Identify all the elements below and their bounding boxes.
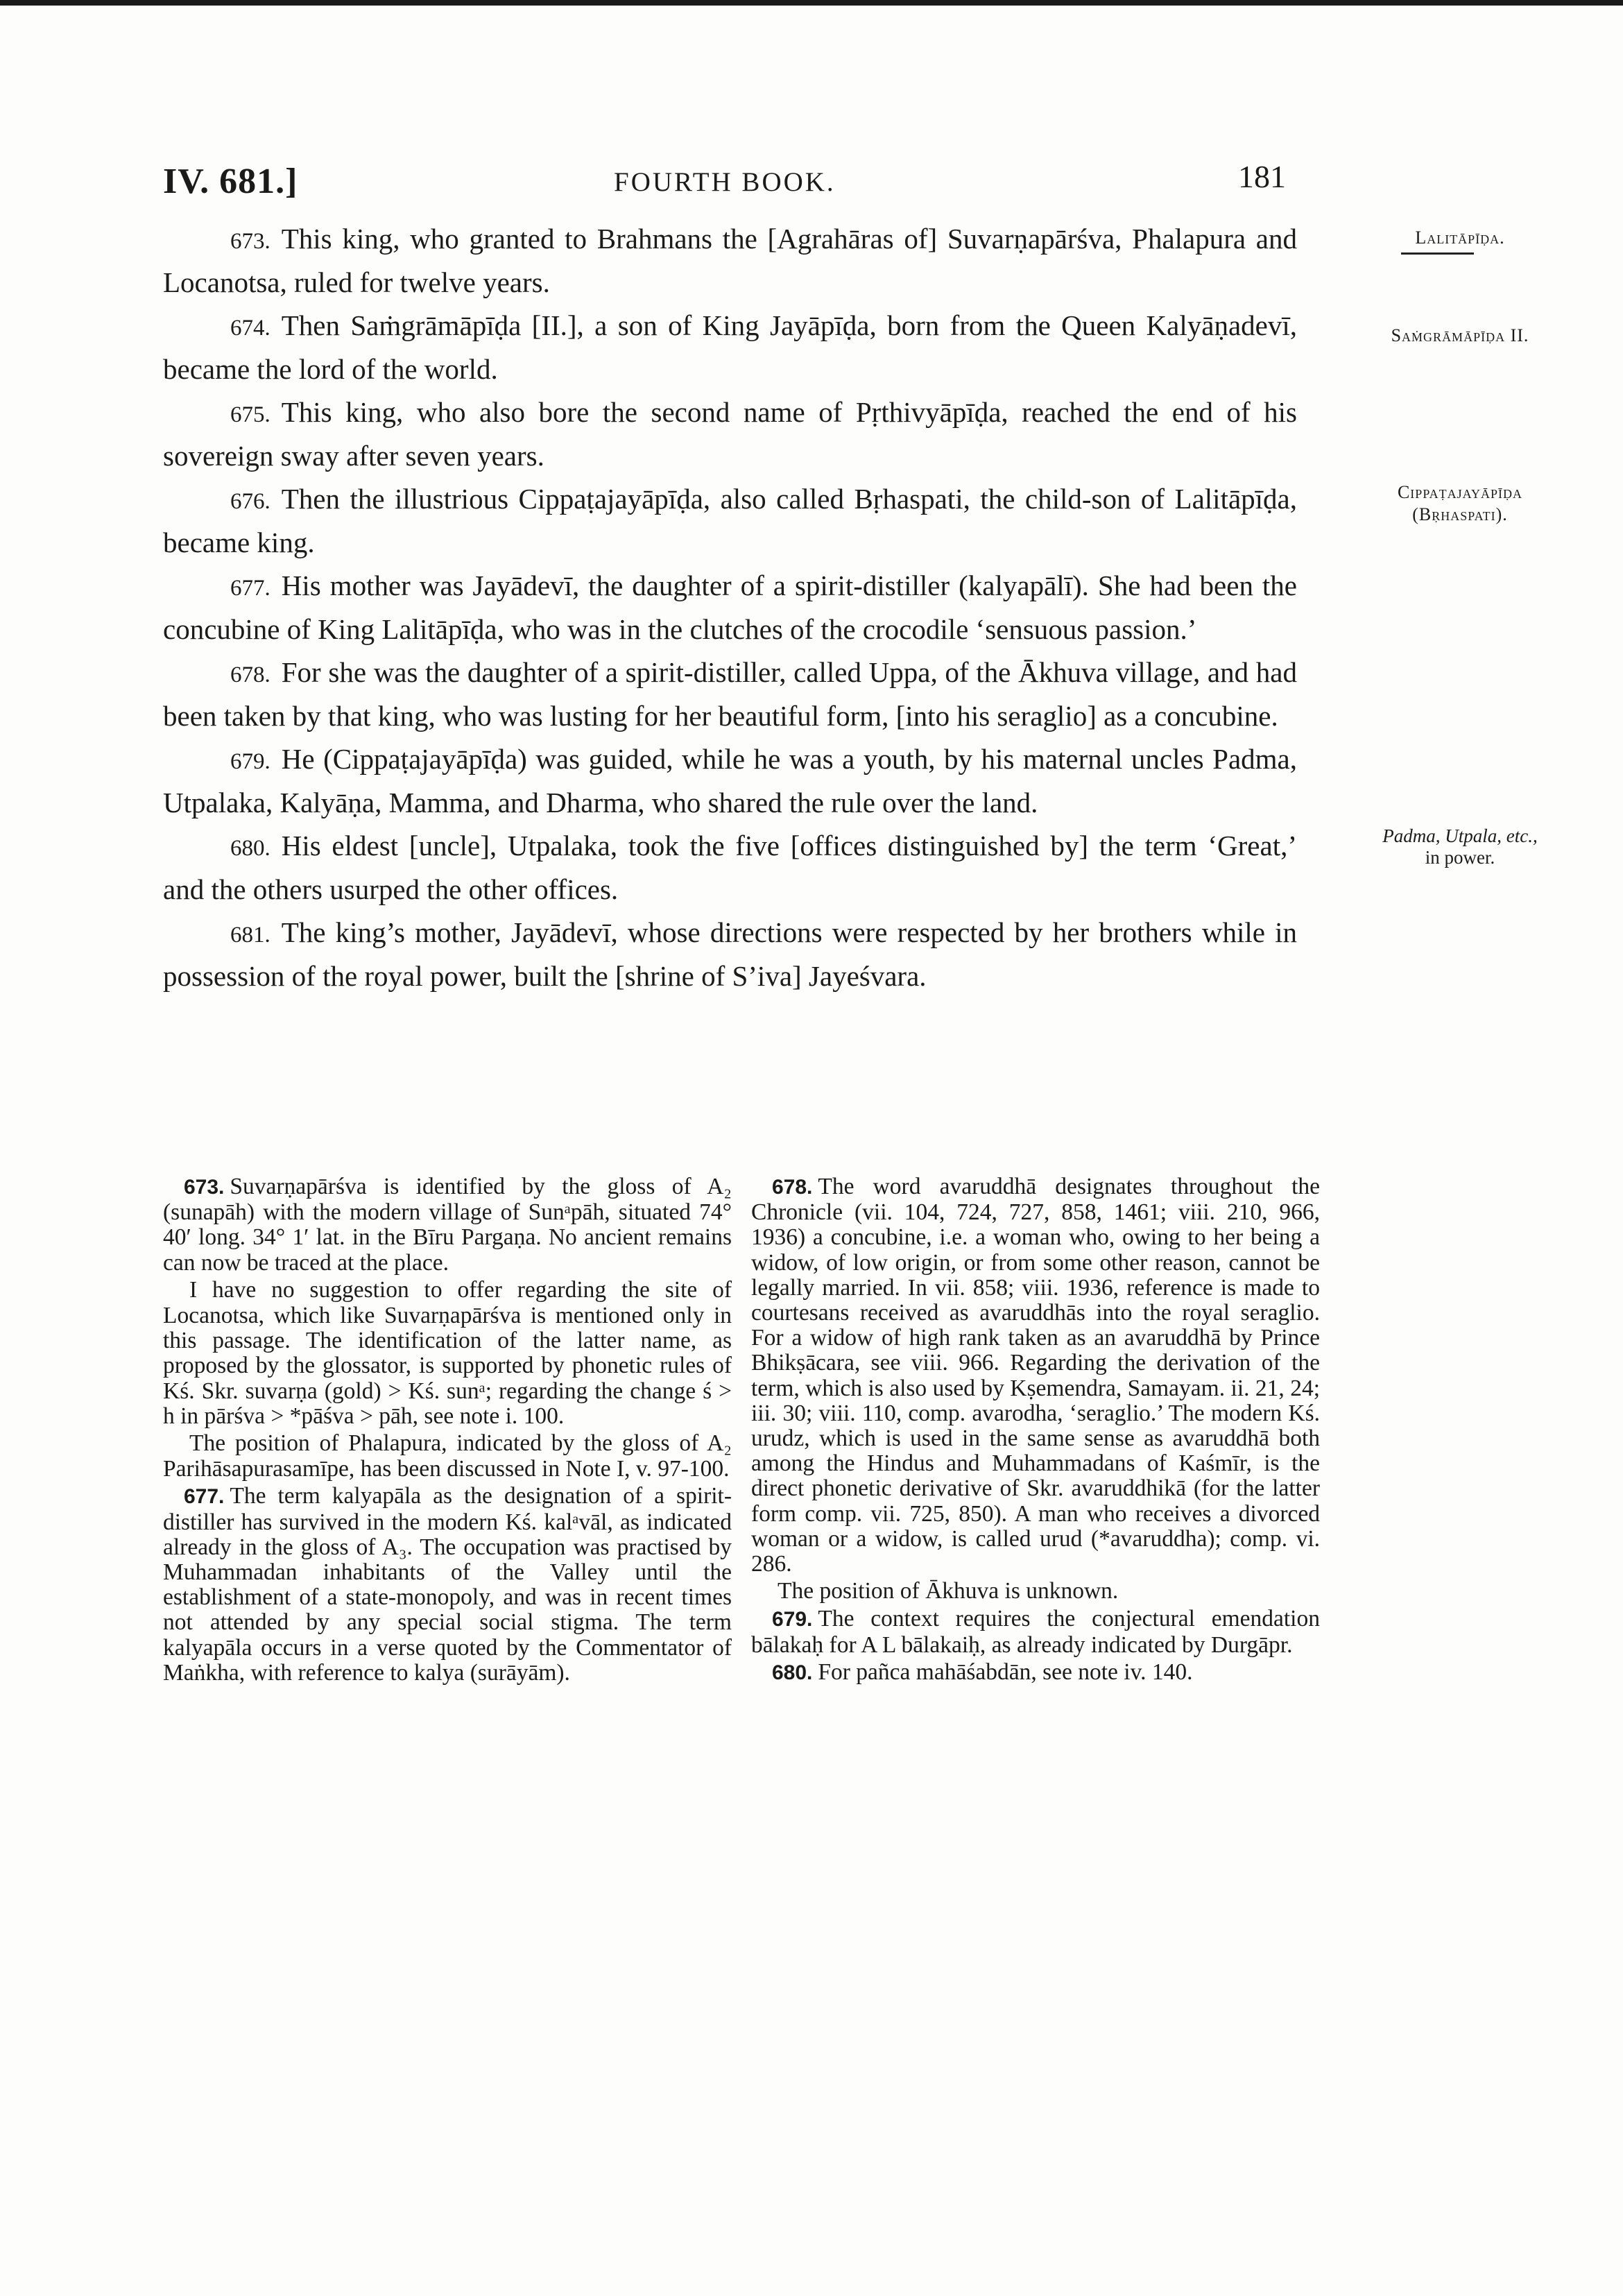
footnote: I have no suggestion to offer regarding the site of Locanotsa, which like Suvarṇapārśva is mentioned only in this passage. The identification of the latter name, as proposed by the glossator, is supported by phonetic rules of Kś. Skr. suvarṇa (gold) > Kś. sunᵃ; regarding the change ś > h in pārśva > *pāśva > pāh, see note i. 100. [163,1276,732,1429]
page-number: 181 [1238,159,1286,194]
verse-681: 681. The king’s mother, Jayādevī, whose directions were respected by her brothers while in possession of the royal power, built the [shrine of S’iva] Jayeśvara. [163,916,1297,992]
margin-note-samgramapida: Saṁgrāmāpīḍa II. [1391,325,1529,345]
margin-rule [1401,252,1474,255]
footnote: 677. The term kalyapāla as the designation of a spirit-distiller has survived in the modern Kś. kalᵃvāl, as indicated already in the gloss of A₃. The occupation was practised by Muhammadan inhabitants of the Valley until the establishment of a state-monopoly, and was in recent times not attended by any special social stigma. The term kalyapāla occurs in a verse quoted by the Commentator of Maṅkha, with reference to kalya (surāyām). [163,1483,732,1686]
margin-note-lalitapida: Lalitāpīḍa. [1415,228,1505,248]
verse-678: 678. For she was the daughter of a spirit-distiller, called Uppa, of the Ākhuva village, and had been taken by that king, who was lusting for her beautiful form, [into his seraglio] as a concubine. [163,656,1297,732]
verse-text [163,219,1297,999]
footnotes-right-column [751,1174,1320,1688]
footnote: 680. For pañca mahāśabdān, see note iv. 140. [772,1659,1193,1685]
verse-677: 677. His mother was Jayādevī, the daughter of a spirit-distiller (kalyapālī). She had been the concubine of King Lalitāpīḍa, who was in the clutches of the crocodile ‘sensuous passion.’ [163,569,1297,645]
footnote: 679. The context requires the conjectural emendation bālakaḥ for A L bālakaiḥ, as already indicated by Durgāpr. [751,1606,1320,1658]
margin-note-padma-utpala: Padma, Utpala, etc., in power. [1382,825,1538,868]
verse-674: 674. Then Saṁgrāmāpīḍa [II.], a son of King Jayāpīḍa, born from the Queen Kalyāṇadevī, became the lord of the world. [163,309,1297,385]
verse-679: 679. He (Cippaṭajayāpīḍa) was guided, while he was a youth, by his maternal uncles Padma, Utpalaka, Kalyāṇa, Mamma, and Dharma, who shared the rule over the land. [163,743,1297,819]
verse-680: 680. His eldest [uncle], Utpalaka, took the five [offices distinguished by] the term ‘Great,’ and the others usurped the other offices. [163,830,1297,905]
margin-note-cippatajayapida: Cippaṭajayāpīḍa (Bṛhaspati). [1397,482,1523,524]
verse-675: 675. This king, who also bore the second name of Pṛthivyāpīḍa, reached the end of his sovereign sway after seven years. [163,396,1297,472]
footnotes-left-column [163,1174,732,1688]
verse-673: 673. This king, who granted to Brahmans the [Agrahāras of] Suvarṇapārśva, Phalapura and Locanotsa, ruled for twelve years. [163,223,1297,298]
scan-border [0,0,1623,6]
footnote: 678. The word avaruddhā designates throughout the Chronicle (vii. 104, 724, 727, 858, 1461; viii. 210, 966, 1936) a concubine, i.e. a woman who, owing to her being a widow, of low origin, or from some other reason, cannot be legally married. In vii. 858; viii. 1936, reference is made to courtesans received as avaruddhās into the royal seraglio. For a widow of high rank taken as an avaruddhā by Prince Bhikṣācara, see viii. 966. Regarding the derivation of the term, which is also used by Kṣemendra, Samayam. ii. 21, 24; iii. 30; viii. 110, comp. avarodha, ‘seraglio.’ The modern Kś. urudz, which is used in the same sense as avaruddhā both among the Hindus and Muhammadans of Kaśmīr, is the direct phonetic derivative of Skr. avaruddhikā (for the latter form comp. vii. 725, 850). A man who receives a divorced woman or a widow, is called urud (*avaruddha); comp. vi. 286. [751,1174,1320,1577]
verse-676: 676. Then the illustrious Cippaṭajayāpīḍa, also called Bṛhaspati, the child-son of Lalitāpīḍa, became king. [163,483,1297,558]
footnote: The position of Ākhuva is unknown. [778,1578,1119,1604]
running-title: FOURTH BOOK. [614,167,836,197]
section-reference: IV. 681.] [163,162,298,201]
footnote: The position of Phalapura, indicated by the gloss of A₂ Parihāsapurasamīpe, has been discussed in Note I, v. 97-100. [163,1430,732,1482]
footnote: 673. Suvarṇapārśva is identified by the gloss of A₂ (sunapāh) with the modern village of Sunᵃpāh, situated 74° 40′ long. 34° 1′ lat. in the Bīru Pargaṇa. No ancient remains can now be traced at the place. [163,1174,732,1276]
